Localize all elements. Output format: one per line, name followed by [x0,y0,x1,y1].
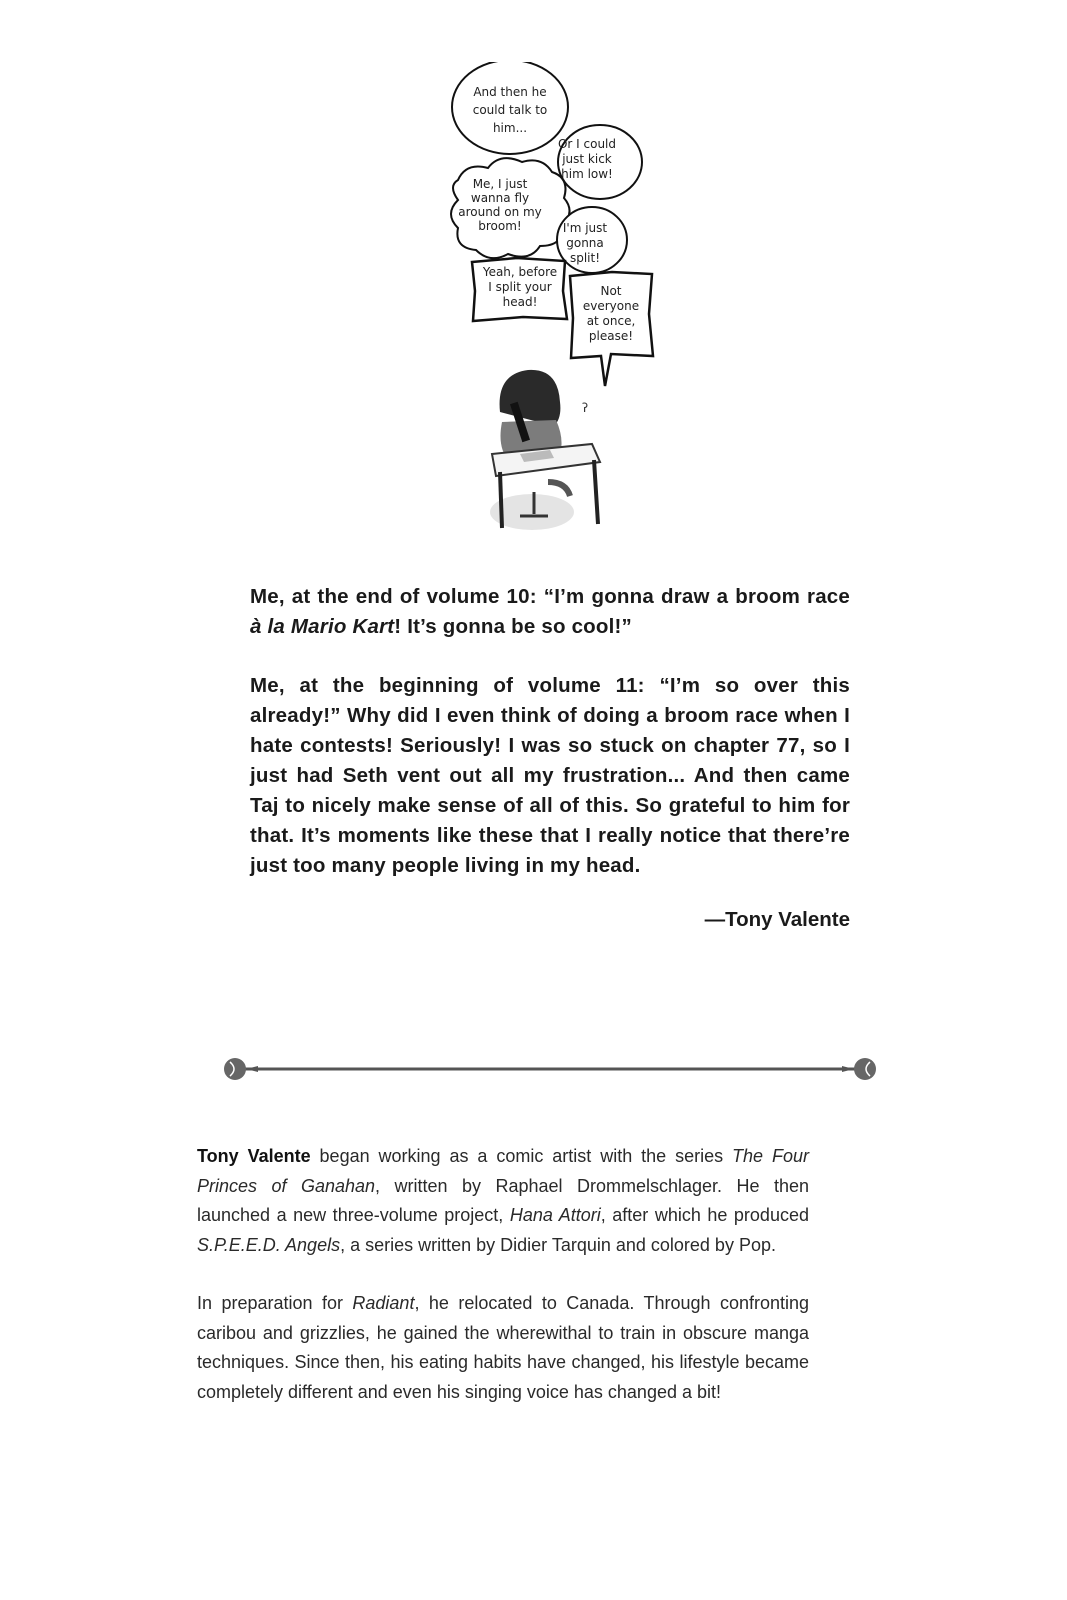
author-bio [197,1142,809,1407]
bio-paragraph-1 [197,1142,809,1260]
bubble-4-line-2: gonna [566,236,604,250]
bubble-3-line-4: broom! [478,219,522,233]
svg-text:ʔ: ʔ [582,401,589,415]
bubble-1-line-2: could talk to [472,103,548,117]
thought-bubble-3 [451,158,570,258]
note-p1-text: Me, at the end of volume 10: “I’m gonna draw a broom race [250,585,850,608]
bubble-6-line-3: at once, [586,314,636,328]
bio-text: In preparation for [197,1293,353,1313]
series-title: Hana Attori [509,1205,601,1225]
bubble-1-line-3: him... [492,121,528,135]
bubble-1-line-1: And then he [473,85,547,99]
shout-bubble-6 [570,272,653,386]
shout-bubble-5 [472,258,567,321]
ornamental-divider [222,1054,878,1084]
bubble-6-line-4: please! [588,329,634,343]
bio-text: , after which he produced [600,1205,809,1225]
artist-at-desk-drawing [490,370,600,530]
series-title: S.P.E.E.D. Angels [197,1234,341,1255]
bubble-2-line-2: just kick [562,152,612,166]
bubble-5-line-1: Yeah, before [482,265,558,279]
note-paragraph-1 [250,582,850,642]
bubble-3-line-2: wanna fly [470,191,530,205]
author-illustration [430,62,680,562]
author-note [250,582,850,881]
bubble-5-line-3: head! [502,295,538,309]
bubble-4-line-3: split! [569,251,601,265]
bio-text: began working as a comic artist with the series [310,1146,733,1166]
note-p1-text-end: ! It’s gonna be so cool!” [394,615,632,638]
bio-text: , written by Raphael Drommelschlager. He then launched a new three-volume project, [197,1175,809,1225]
bubble-2-line-1: Or I could [557,137,617,151]
bio-paragraph-2 [197,1289,809,1407]
speech-bubble-1 [452,62,568,154]
speech-bubble-4 [557,207,627,273]
series-title: Radiant [352,1293,415,1313]
bio-text: , he relocated to Canada. Through confronting caribou and grizzlies, he gained the wherewithal to train in obscure manga techniques. Since then, his eating habits have changed, his lifestyle became completely different and even his singing voice has changed a bit! [197,1293,809,1402]
note-p1-italic: à la Mario Kart [250,615,395,638]
bubble-3-line-1: Me, I just [472,177,528,191]
speech-bubble-2 [558,125,642,199]
bubble-4-line-1: I'm just [562,221,608,235]
note-paragraph-2: Me, at the beginning of volume 11: “I’m so over this already!” Why did I even think of doing a broom race when I hate contests! Seriously! I was so stuck on chapter 77, so I just had Seth vent out all my frustration... And then came Taj to nicely make sense of all of this. So grateful to him for that. It’s moments like these that I really notice that there’re just too many people living in my head. [250,674,850,877]
bubble-3-line-3: around on my [458,205,542,219]
author-name: Tony Valente [197,1146,311,1166]
bio-text: , a series written by Didier Tarquin and colored by Pop. [340,1234,776,1255]
bubble-6-line-1: Not [600,284,622,298]
bubble-5-line-2: I split your [488,280,552,294]
series-title: The Four Princes of Ganahan [197,1146,809,1196]
bubble-2-line-3: him low! [561,167,613,181]
note-signature: —Tony Valente [704,908,850,931]
bubble-6-line-2: everyone [582,299,640,313]
